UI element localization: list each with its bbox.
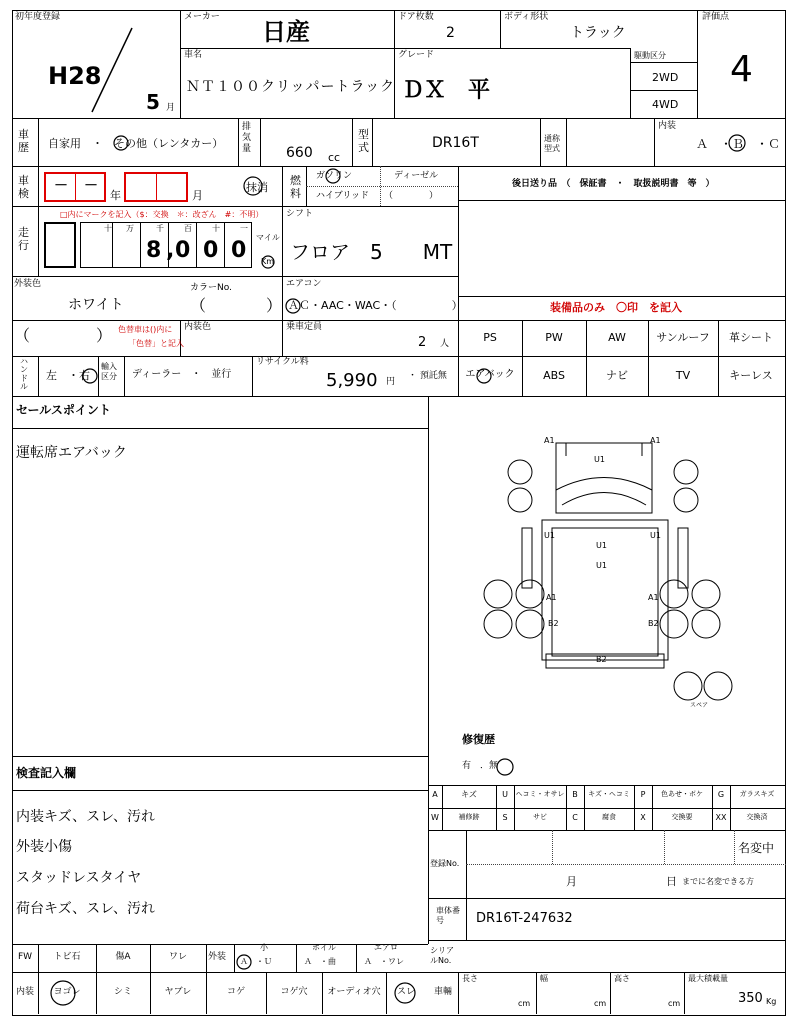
history-options: 自家用 ・ その他（レンタカー） xyxy=(48,137,224,150)
interior-label: 内装 xyxy=(16,987,35,997)
inspection-none: 抹消 xyxy=(246,181,268,194)
legend-desc: 交換済 xyxy=(746,813,768,821)
legend-code: U xyxy=(502,790,508,799)
displacement-label: 排気量 xyxy=(242,122,252,154)
check-line: スタッドレスタイヤ xyxy=(16,870,142,886)
first-reg-label: 初年度登録 xyxy=(15,12,61,22)
interior-item: ヤブレ xyxy=(164,987,192,997)
interior-grade-label: 内装 xyxy=(658,121,677,131)
equip-aw[interactable]: AW xyxy=(608,331,626,344)
doors-label: ドア枚数 xyxy=(398,12,434,22)
legend-code: P xyxy=(640,790,646,799)
fuel-label: 燃料 xyxy=(290,174,301,201)
first-reg-year: H28 xyxy=(48,62,102,90)
legend-desc: キズ xyxy=(461,790,477,799)
color-change-note: 色替車は()内に xyxy=(118,325,173,334)
wheel-label: ホイル xyxy=(312,943,336,952)
legend-desc: ガラスキズ xyxy=(739,790,775,798)
cm-unit: cm xyxy=(668,999,681,1008)
reg-no-label: 登録No. xyxy=(430,859,460,868)
aero-options: Ａ ・ワレ xyxy=(364,957,404,966)
damage-label: B2 xyxy=(548,619,559,628)
legend-desc: 補修跡 xyxy=(458,813,480,821)
damage-label: U1 xyxy=(594,455,605,464)
displacement-value: 660 xyxy=(286,145,313,161)
exterior-label: 外装 xyxy=(208,952,227,962)
equip-leather[interactable]: 革シート xyxy=(729,331,773,344)
damage-label: A1 xyxy=(648,593,659,602)
capacity-unit: 人 xyxy=(440,339,450,349)
small-options: Ａ ・Ｕ xyxy=(240,957,272,966)
equip-tv[interactable]: TV xyxy=(675,369,691,382)
model-label: 型式 xyxy=(358,128,369,155)
fuel-hybrid: ハイブリッド xyxy=(316,191,370,201)
handle-label: ハンドル xyxy=(20,357,28,392)
interior-item: スレ xyxy=(396,987,415,997)
cm-unit: cm xyxy=(518,999,531,1008)
color-no-label: カラーNo. xyxy=(190,283,232,293)
paren-left: （ xyxy=(14,326,31,345)
legend-code: C xyxy=(572,813,578,822)
fw-label: FW xyxy=(18,952,33,962)
unit-hyaku: 百 xyxy=(184,224,192,233)
unit-ten: 十 xyxy=(104,224,112,233)
check-line: 荷台キズ、スレ、汚れ xyxy=(16,901,156,917)
exterior-color-value: ホワイト xyxy=(68,297,124,313)
damage-label: U1 xyxy=(650,531,661,540)
car-name-value: ＮＴ１００クリッパートラック xyxy=(186,79,396,95)
ac-label: エアコン xyxy=(286,279,322,289)
legend-code: S xyxy=(502,813,508,822)
common-model-label: 通称型式 xyxy=(544,134,560,153)
month-unit-2: 月 xyxy=(192,189,203,202)
score-label: 評価点 xyxy=(702,12,730,22)
legend-desc: キズ・ヘコミ xyxy=(588,790,630,798)
equip-navi[interactable]: ナビ xyxy=(606,369,628,382)
height-label: 高さ xyxy=(614,974,630,983)
exterior-color-label: 外装色 xyxy=(14,279,42,289)
reg-deadline: までに名変できる方 xyxy=(682,877,754,886)
legend-desc: 交換要 xyxy=(671,813,693,821)
capacity-label: 乗車定員 xyxy=(286,322,323,332)
legend-code: A xyxy=(432,790,438,799)
mileage-digit: 0 xyxy=(231,238,247,263)
equip-abs[interactable]: ABS xyxy=(543,369,565,382)
wheel-options: Ａ ・曲 xyxy=(304,957,336,966)
load-label: 最大積載量 xyxy=(688,974,728,983)
color-change-note: 「色替」と記入 xyxy=(128,339,184,348)
capacity-value: 2 xyxy=(418,335,427,350)
unit-sen: 千 xyxy=(156,224,164,233)
model-value: DR16T xyxy=(432,135,479,151)
grade-label: グレード xyxy=(398,50,435,60)
history-label: 車歴 xyxy=(18,128,29,155)
mileage-comma: , xyxy=(166,238,175,263)
interior-item: シミ xyxy=(113,987,132,997)
check-line: 内装キズ、スレ、汚れ xyxy=(16,809,156,825)
docs-title: 後日送り品 （ 保証書 ・ 取扱説明書 等 ） xyxy=(512,179,715,189)
equip-pw[interactable]: PW xyxy=(545,331,563,344)
body-value: トラック xyxy=(570,25,626,41)
interior-color-label: 内装色 xyxy=(184,322,212,332)
legend-desc: 腐食 xyxy=(602,813,616,821)
month-unit: 月 xyxy=(166,103,176,113)
grade-value: ＤＸ 平 xyxy=(402,78,491,103)
aero-label: エアロ xyxy=(374,943,398,952)
damage-label: B2 xyxy=(648,619,659,628)
shift-value: フロア 5 MT xyxy=(290,240,453,264)
legend-code: G xyxy=(717,790,725,799)
damage-label: A1 xyxy=(544,436,555,445)
import-label: 輸入区分 xyxy=(101,362,117,382)
inspection-dash: － xyxy=(84,178,98,194)
inspection-label: 車検 xyxy=(18,174,29,201)
mileage-digit: 0 xyxy=(203,238,219,263)
fw-item: トビ石 xyxy=(53,952,81,962)
paren-left: （ xyxy=(190,296,207,315)
legend-code: XX xyxy=(715,813,727,822)
spare-label: スペア xyxy=(690,702,709,709)
ac-value: ＡＣ・AAC・WAC・（ ） xyxy=(288,299,463,312)
unit-ten2: 十 xyxy=(212,224,220,233)
reg-day: 日 xyxy=(666,875,677,888)
paren-right: ） xyxy=(96,326,113,345)
damage-label: U1 xyxy=(596,561,607,570)
equipment-title: 装備品のみ 〇印 を記入 xyxy=(550,301,682,314)
legend-code: W xyxy=(431,813,439,822)
recycle-value: 5,990 xyxy=(326,370,378,391)
cc-unit: cc xyxy=(328,151,341,164)
load-value: 350 xyxy=(738,991,763,1006)
drive-4wd: 4WD xyxy=(652,98,679,111)
kg-unit: Kg xyxy=(766,997,777,1006)
damage-label: U1 xyxy=(596,541,607,550)
legend-desc: 色あせ・ボケ xyxy=(661,790,703,798)
repair-label: 修復歴 xyxy=(462,733,495,746)
km-unit: Km xyxy=(261,257,275,266)
equip-airbag[interactable]: エアバック xyxy=(465,369,515,380)
fuel-gasoline: ガソリン xyxy=(316,171,353,181)
deposit-status: ・ 預託無 xyxy=(408,371,447,381)
dims-label: 車輛 xyxy=(434,987,453,997)
legend-desc: ヘコミ・オサレ xyxy=(515,790,565,798)
repair-value: 有 ．無 xyxy=(462,761,499,771)
maker-label: メーカー xyxy=(184,12,220,22)
interior-item: コゲ xyxy=(226,987,245,997)
interior-grades: Ａ ・Ｂ ・Ｃ xyxy=(696,137,781,151)
recycle-label: リサイクル料 xyxy=(256,357,309,367)
year-unit: 年 xyxy=(110,189,121,202)
check-line: 外装小傷 xyxy=(16,839,72,855)
small-label: 小 xyxy=(260,943,268,952)
legend-code: B xyxy=(572,790,578,799)
mile-unit: マイル xyxy=(256,233,280,242)
cm-unit: cm xyxy=(594,999,607,1008)
fuel-other: （ ） xyxy=(384,191,439,201)
mileage-digit: 0 xyxy=(175,238,191,263)
unit-one: 一 xyxy=(240,224,248,233)
drive-label: 駆動区分 xyxy=(634,51,666,60)
sales-point-text: 運転席エアバック xyxy=(16,445,127,461)
vin-label: 車体番号 xyxy=(436,906,460,926)
sales-point-label: セールスポイント xyxy=(16,403,111,417)
interior-item: オーディオ穴 xyxy=(327,987,381,997)
reg-month: 月 xyxy=(566,875,577,888)
fw-item: 傷A xyxy=(115,952,131,962)
damage-label: U1 xyxy=(544,531,555,540)
recycle-unit: 円 xyxy=(386,377,396,387)
drive-2wd: 2WD xyxy=(652,71,679,84)
width-label: 幅 xyxy=(540,974,548,983)
body-label: ボディ形状 xyxy=(504,12,549,22)
unit-man: 万 xyxy=(126,224,134,233)
check-label: 検査記入欄 xyxy=(16,766,77,780)
name-change-status: 名変中 xyxy=(738,841,775,855)
damage-label: A1 xyxy=(546,593,557,602)
maker-value: 日産 xyxy=(262,18,310,46)
mileage-label: 走行 xyxy=(18,226,29,253)
interior-item: ヨゴレ xyxy=(53,987,81,997)
legend-code: X xyxy=(640,813,646,822)
shift-label: シフト xyxy=(286,209,314,219)
car-name-label: 車名 xyxy=(184,50,203,60)
fuel-diesel: ディーゼル xyxy=(394,171,439,181)
vin-value: DR16T-247632 xyxy=(476,911,573,926)
first-reg-month: 5 xyxy=(146,90,160,114)
equip-keyless[interactable]: キーレス xyxy=(729,369,773,382)
equip-ps[interactable]: PS xyxy=(483,331,497,344)
length-label: 長さ xyxy=(462,974,478,983)
serial-label: シリアルNo. xyxy=(430,946,454,966)
interior-item: コゲ穴 xyxy=(280,987,308,997)
equip-sunroof[interactable]: サンルーフ xyxy=(656,331,710,344)
damage-label: B2 xyxy=(596,655,607,664)
score-value: 4 xyxy=(730,49,753,90)
mileage-note: □内にマークを記入（$：交換 ＊：改ざん #：不明） xyxy=(60,210,264,219)
fw-item: ワレ xyxy=(168,952,187,962)
handle-value: 左 ・右 xyxy=(46,369,90,382)
legend-desc: サビ xyxy=(533,813,547,821)
import-value: ディーラー ・ 並行 xyxy=(132,369,232,380)
doors-value: 2 xyxy=(446,25,455,41)
inspection-dash: － xyxy=(54,178,68,194)
paren-right: ） xyxy=(266,296,283,315)
damage-label: A1 xyxy=(650,436,661,445)
mileage-digit: 8 xyxy=(146,238,162,263)
